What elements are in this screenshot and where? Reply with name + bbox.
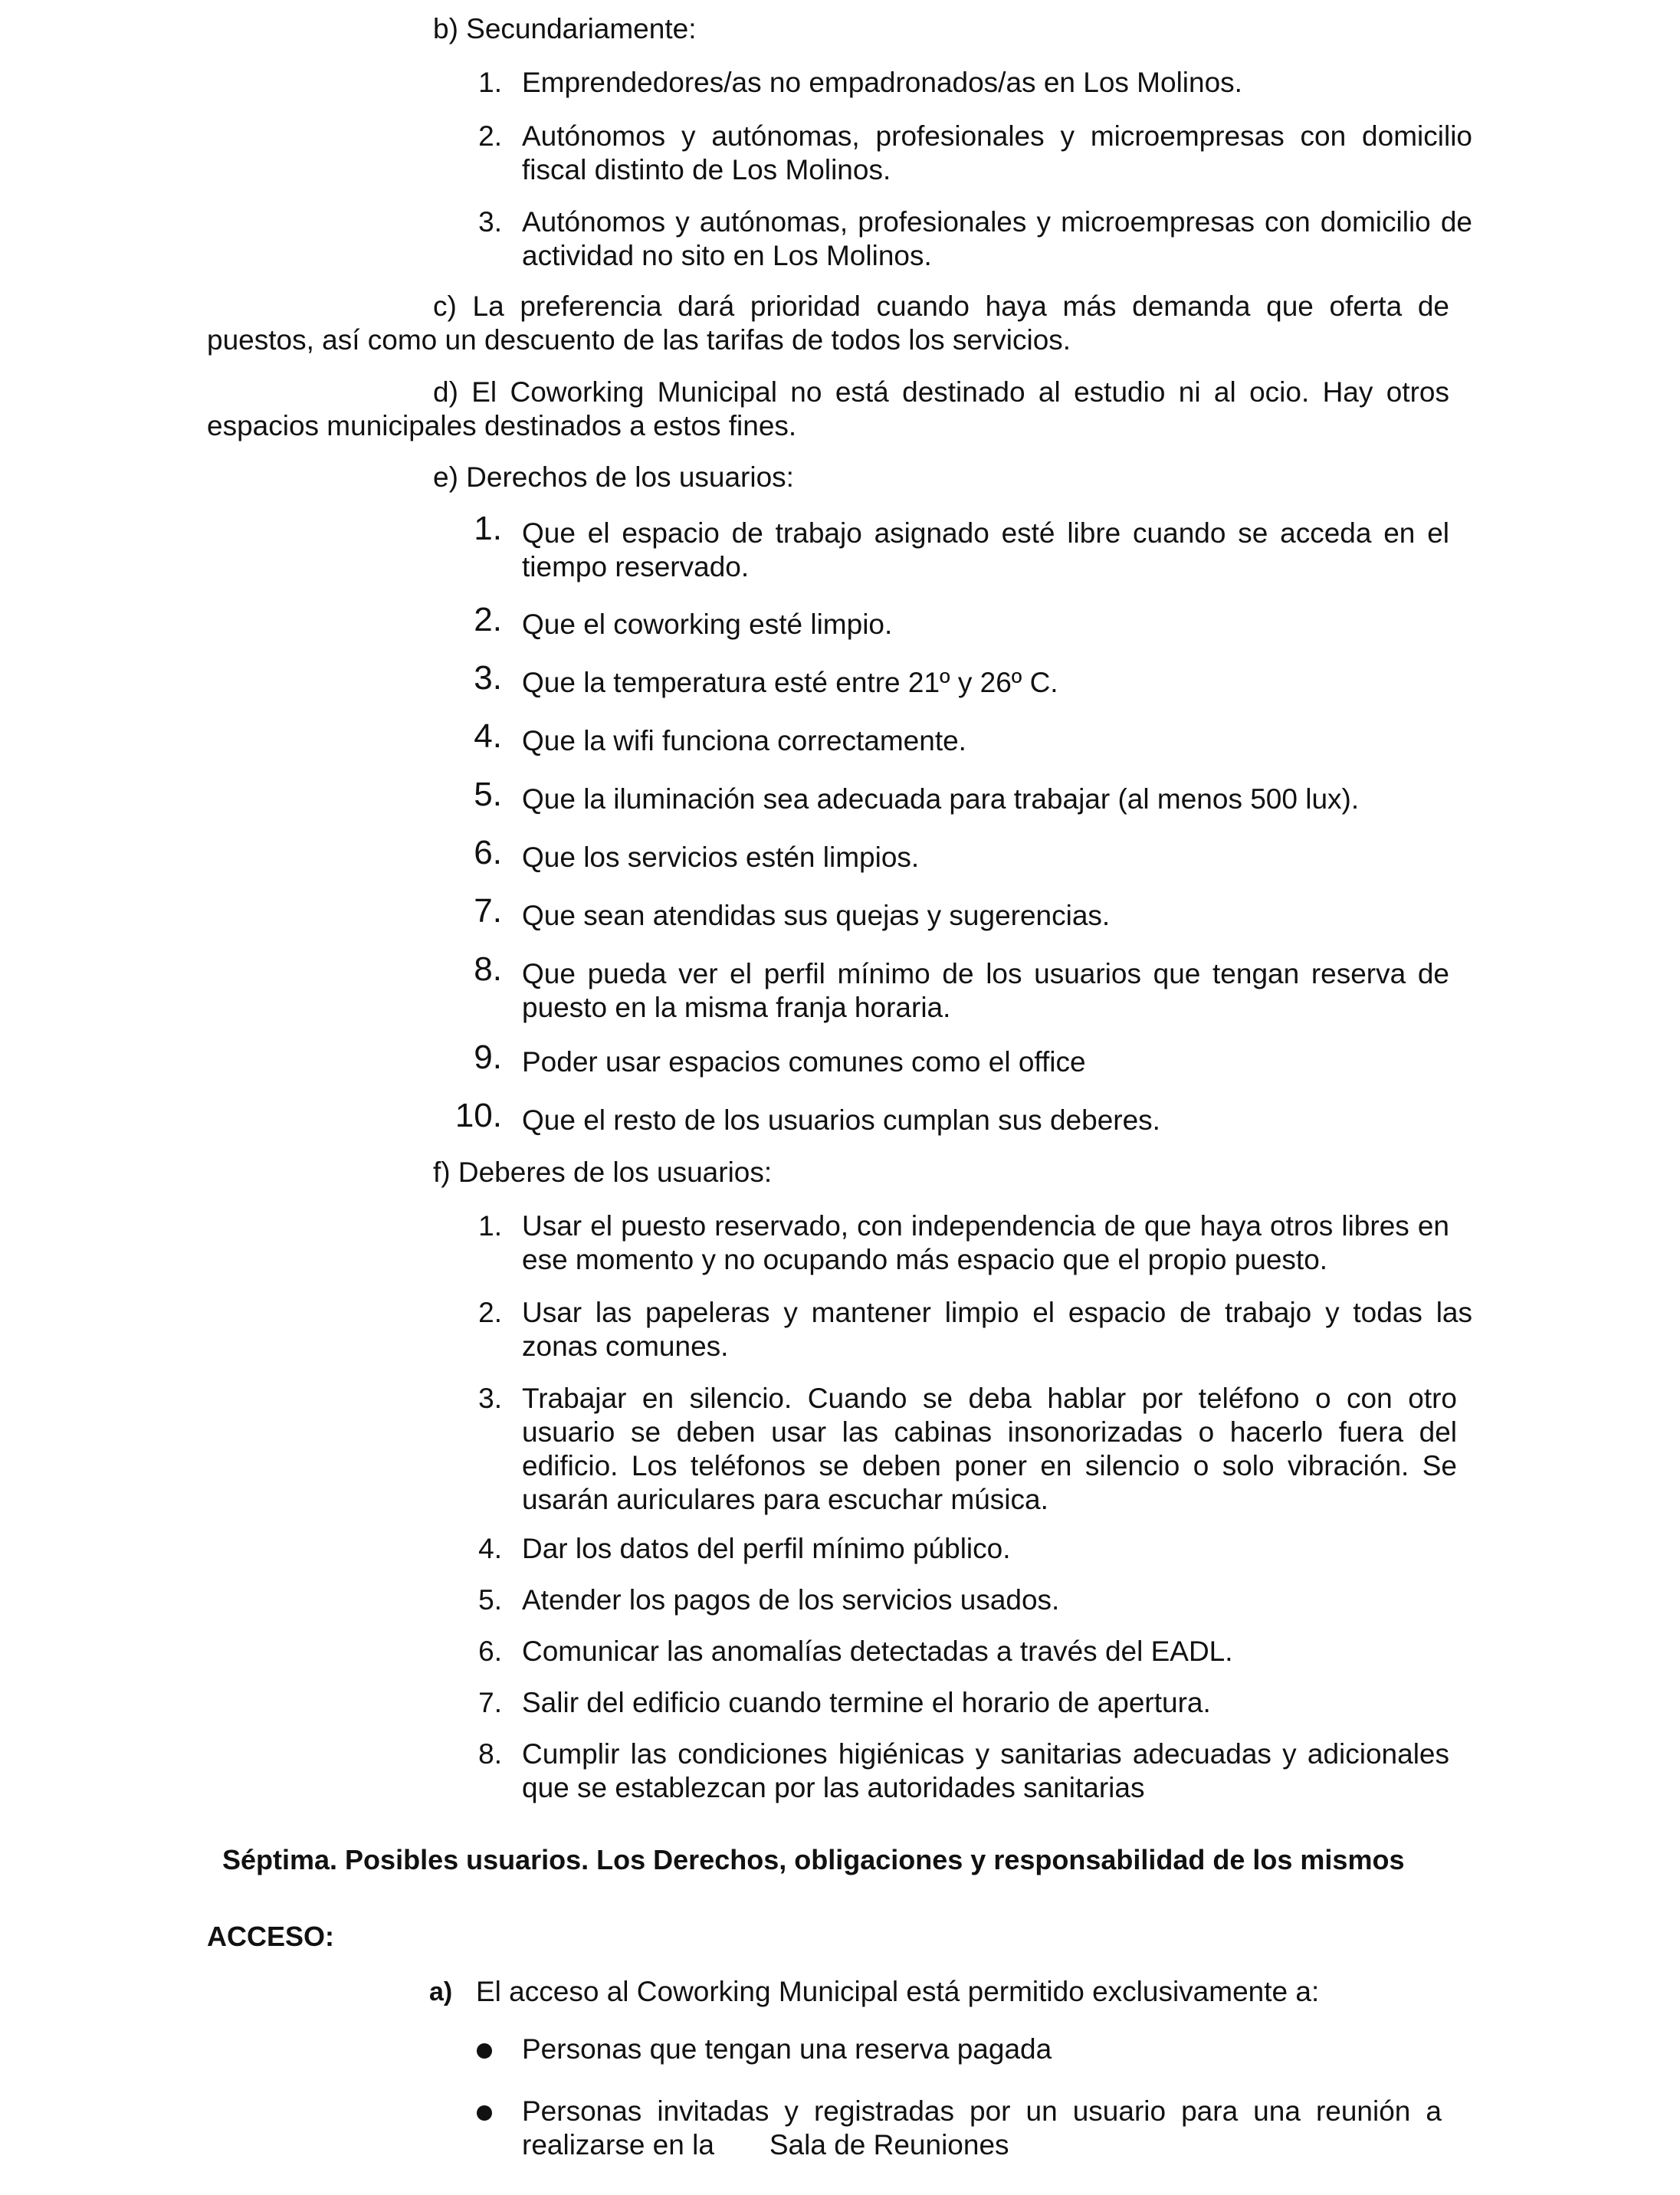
section-d-first-line: d) El Coworking Municipal no está destinado al estudio ni al ocio. Hay otros (433, 376, 1449, 408)
list-text: Que la wifi funciona correctamente. (522, 725, 966, 756)
list-text: Autónomos y autónomas, profesionales y microempresas con domicilio de actividad no sito en Los Molinos. (522, 206, 1472, 271)
bullet-icon (477, 2105, 492, 2121)
list-text: Comunicar las anomalías detectadas a través del EADL. (522, 1636, 1233, 1667)
list-number: 6. (474, 834, 502, 871)
list-number: 1. (474, 510, 502, 547)
list-text: Salir del edificio cuando termine el horario de apertura. (522, 1687, 1211, 1718)
list-number: 8. (474, 950, 502, 988)
list-number: 2. (478, 1297, 502, 1328)
septima-title: Séptima. Posibles usuarios. Los Derechos, obligaciones y responsabilidad de los mismos (222, 1844, 1405, 1875)
list-number: 7. (478, 1687, 502, 1718)
list-number: 9. (474, 1038, 502, 1076)
list-number: 4. (478, 1533, 502, 1564)
section-c-first-line: c) La preferencia dará prioridad cuando haya más demanda que oferta de (433, 290, 1449, 322)
list-number: 7. (474, 892, 502, 930)
list-number: 4. (474, 717, 502, 755)
list-text: Cumplir las condiciones higiénicas y sanitarias adecuadas y adicionales que se establezcan por las autoridades sanitarias (522, 1738, 1449, 1803)
acceso-title: ACCESO: (207, 1921, 335, 1952)
list-number: 5. (478, 1584, 502, 1616)
section-d-rest: espacios municipales destinados a estos fines. (207, 410, 797, 441)
list-text: Atender los pagos de los servicios usados. (522, 1584, 1060, 1616)
bullet-text: Personas que tengan una reserva pagada (522, 2033, 1052, 2065)
list-number: 5. (474, 776, 502, 813)
list-text: Que el espacio de trabajo asignado esté libre cuando se acceda en el tiempo reservado. (522, 517, 1449, 582)
list-number: 1. (478, 1210, 502, 1242)
list-number: 3. (478, 206, 502, 238)
list-number: 1. (478, 67, 502, 98)
list-text: Usar las papeleras y mantener limpio el espacio de trabajo y todas las zonas comunes. (522, 1297, 1472, 1362)
section-f-heading: f) Deberes de los usuarios: (433, 1157, 773, 1188)
list-text: Que la temperatura esté entre 21º y 26º C. (522, 667, 1058, 698)
section-d-paragraph (207, 376, 1449, 443)
list-number: 3. (478, 1383, 502, 1414)
acceso-a-text: El acceso al Coworking Municipal está permitido exclusivamente a: (476, 1976, 1320, 2007)
list-text: Usar el puesto reservado, con independencia de que haya otros libres en ese momento y no ocupando más espacio que el propio puesto. (522, 1210, 1449, 1275)
list-text: Autónomos y autónomas, profesionales y microempresas con domicilio fiscal distinto de Los Molinos. (522, 120, 1472, 185)
acceso-a-label: a) (429, 1977, 453, 2006)
list-number: 6. (478, 1636, 502, 1667)
list-text: Dar los datos del perfil mínimo público. (522, 1533, 1011, 1564)
list-text: Emprendedores/as no empadronados/as en Los Molinos. (522, 67, 1242, 98)
section-e-heading: e) Derechos de los usuarios: (433, 461, 794, 493)
list-text: Que los servicios estén limpios. (522, 842, 920, 873)
list-text: Que el resto de los usuarios cumplan sus deberes. (522, 1104, 1160, 1136)
section-c-rest: puestos, así como un descuento de las tarifas de todos los servicios. (207, 324, 1071, 356)
list-number: 8. (478, 1738, 502, 1770)
bullet-text: Personas invitadas y registradas por un usuario para una reunión a realizarse en la Sala de Reuniones (522, 2095, 1450, 2161)
section-b-heading: b) Secundariamente: (433, 13, 697, 44)
list-text: Que la iluminación sea adecuada para trabajar (al menos 500 lux). (522, 783, 1360, 815)
list-number: 3. (474, 659, 502, 697)
list-text: Trabajar en silencio. Cuando se deba hablar por teléfono o con otro usuario se deben usar las cabinas insonorizadas o hacerlo fuera del edificio. Los teléfonos se deben poner en silencio o solo vibración. Se usarán auriculares para escuchar música. (522, 1383, 1457, 1515)
list-text: Que pueda ver el perfil mínimo de los usuarios que tengan reserva de puesto en la misma franja horaria. (522, 958, 1449, 1023)
list-number: 2. (478, 120, 502, 152)
section-c-paragraph (207, 290, 1449, 357)
list-text: Poder usar espacios comunes como el office (522, 1046, 1086, 1078)
bullet-icon (477, 2043, 492, 2059)
list-text: Que sean atendidas sus quejas y sugerencias. (522, 900, 1111, 931)
list-number: 2. (474, 601, 502, 638)
list-text: Que el coworking esté limpio. (522, 609, 893, 640)
list-number: 10. (454, 1097, 502, 1134)
